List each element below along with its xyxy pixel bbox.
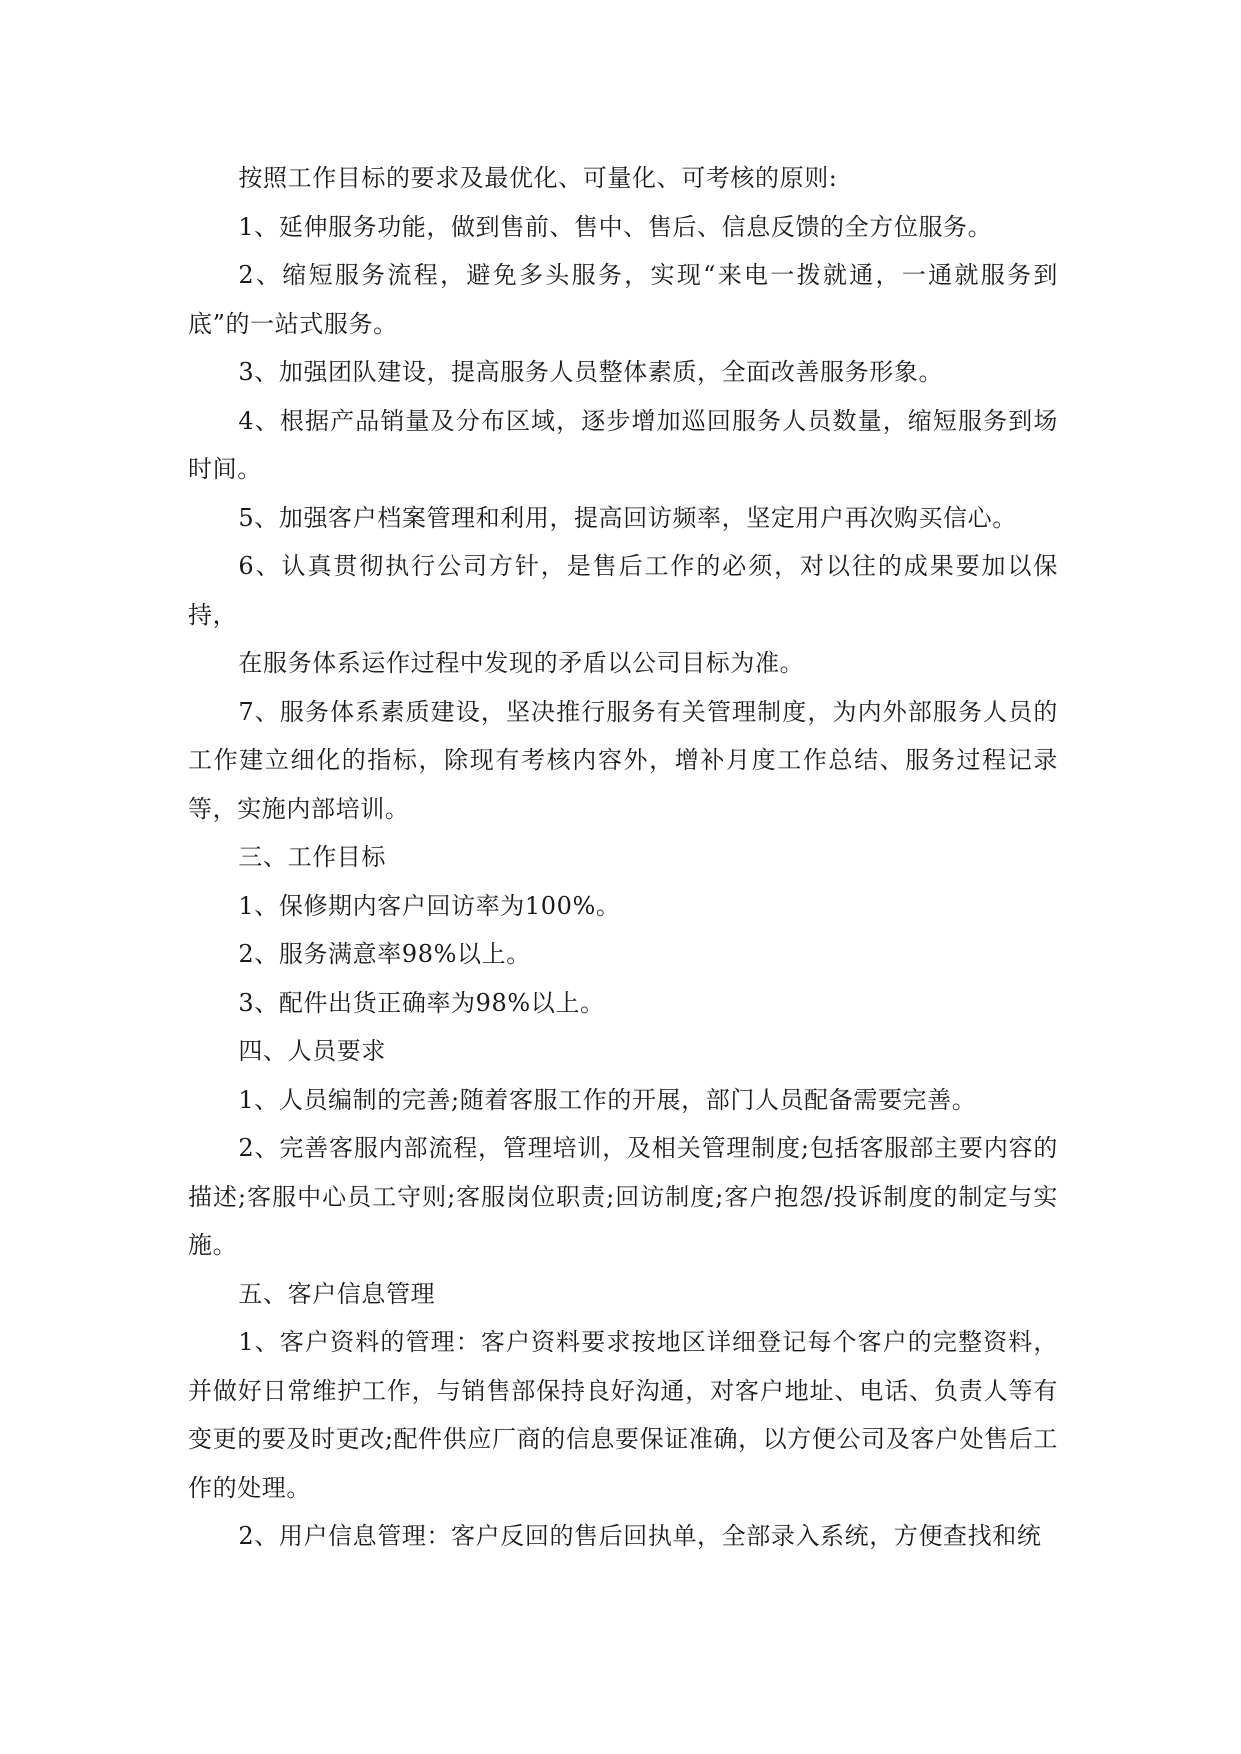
paragraph-customer-info-1: 1、客户资料的管理：客户资料要求按地区详细登记每个客户的完整资料，并做好日常维护工作，与销售部保持良好沟通，对客户地址、电话、负责人等有变更的要及时更改;配件供应厂商的信息要保证准确，以方便公司及客户处售后工作的处理。 [188,1328,1058,1502]
paragraph-goal-2: 2、服务满意率98%以上。 [238,940,531,968]
section-heading-customer-info: 五、客户信息管理 [238,1279,436,1308]
paragraph-goal-1: 1、保修期内客户回访率为100%。 [238,891,621,920]
paragraph-staff-1: 1、人员编制的完善;随着客服工作的开展，部门人员配备需要完善。 [238,1085,977,1114]
paragraph-staff-2: 2、完善客服内部流程，管理培训，及相关管理制度;包括客服部主要内容的描述;客服中心员工守则;客服岗位职责;回访制度;客户抱怨/投诉制度的制定与实施。 [188,1134,1058,1259]
document-body [188,154,1058,1561]
paragraph-intro: 按照工作目标的要求及最优化、可量化、可考核的原则: [238,164,838,192]
paragraph-customer-info-2: 2、用户信息管理：客户反回的售后回执单，全部录入系统，方便查找和统 [238,1522,1042,1550]
paragraph-item-7: 7、服务体系素质建设，坚决推行服务有关管理制度，为内外部服务人员的工作建立细化的指标，除现有考核内容外，增补月度工作总结、服务过程记录等，实施内部培训。 [188,697,1058,823]
paragraph-item-4: 4、根据产品销量及分布区域，逐步增加巡回服务人员数量，缩短服务到场时间。 [188,406,1058,483]
section-heading-staff-requirements: 四、人员要求 [238,1037,386,1065]
paragraph-item-6-continued: 在服务体系运作过程中发现的矛盾以公司目标为准。 [238,649,805,677]
section-heading-work-goals: 三、工作目标 [238,843,386,871]
paragraph-goal-3: 3、配件出货正确率为98%以上。 [238,988,605,1017]
paragraph-item-3: 3、加强团队建设，提高服务人员整体素质，全面改善服务形象。 [238,358,944,386]
paragraph-item-1: 1、延伸服务功能，做到售前、售中、售后、信息反馈的全方位服务。 [238,212,993,241]
paragraph-item-6: 6、认真贯彻执行公司方针，是售后工作的必须，对以往的成果要加以保持， [188,552,1058,629]
paragraph-item-2: 2、缩短服务流程，避免多头服务，实现“来电一拨就通，一通就服务到底”的一站式服务。 [188,261,1058,338]
paragraph-item-5: 5、加强客户档案管理和利用，提高回访频率，坚定用户再次购买信心。 [238,503,1017,532]
